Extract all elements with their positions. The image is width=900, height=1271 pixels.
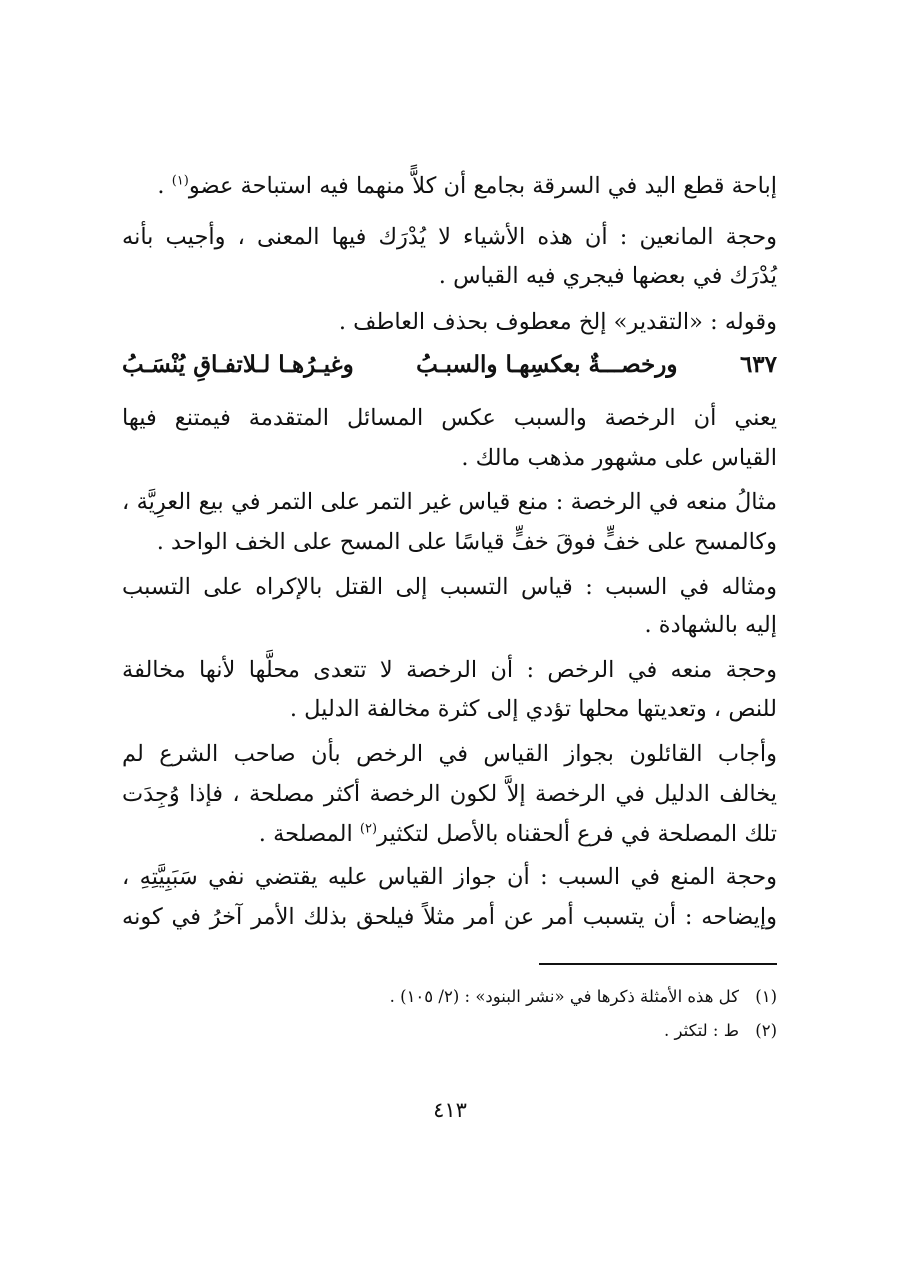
text-line-15: يخالف الدليل في الرخصة إلاَّ لكون الرخصة أكثر مصلحة ، فإذا وُجِدَت bbox=[122, 781, 777, 807]
text-line-18: وإيضاحه : أن يتسبب أمر عن أمر مثلاً فيلحق بذلك الأمر آخرُ في كونه bbox=[122, 904, 777, 930]
text-line-17: وحجة المنع في السبب : أن جواز القياس عليه يقتضي نفي سَبَبِيَّتِهِ ، bbox=[122, 864, 777, 890]
verse-line bbox=[122, 350, 777, 382]
text-line-10: ومثاله في السبب : قياس التسبب إلى القتل بالإكراه على التسبب bbox=[122, 574, 777, 600]
text-line-14: وأجاب القائلون بجواز القياس في الرخص بأن صاحب الشرع لم bbox=[122, 741, 777, 767]
text-line-16-body: تلك المصلحة في فرع ألحقناه بالأصل لتكثير bbox=[377, 821, 777, 847]
text-line-4: وقوله : «التقدير» إلخ معطوف بحذف العاطف . bbox=[338, 309, 777, 335]
text-line-11: إليه بالشهادة . bbox=[644, 612, 777, 638]
text-line-2: وحجة المانعين : أن هذه الأشياء لا يُدْرَك فيها المعنى ، وأجيب بأنه bbox=[122, 224, 777, 250]
footnote-1 bbox=[122, 986, 777, 1008]
text-line-12: وحجة منعه في الرخص : أن الرخصة لا تتعدى محلَّها لأنها مخالفة bbox=[122, 657, 777, 683]
text-line-16-tail: المصلحة . bbox=[258, 821, 360, 847]
text-line-1-body: إباحة قطع اليد في السرقة بجامع أن كلاًّ منهما فيه استباحة عضو bbox=[188, 173, 777, 199]
text-line-9: وكالمسح على خفٍّ فوقَ خفٍّ قياسًا على المسح على الخف الواحد . bbox=[156, 529, 777, 555]
verse-number: ٦٣٧ bbox=[739, 351, 777, 378]
footnote-separator bbox=[539, 963, 777, 965]
text-line-1-tail: . bbox=[157, 173, 172, 199]
footnote-marker-2: (٢) bbox=[359, 821, 378, 837]
text-line-8: مثالُ منعه في الرخصة : منع قياس غير التمر على التمر في بيع العرِيَّة ، bbox=[122, 489, 777, 515]
footnote-1-number: (١) bbox=[755, 987, 777, 1006]
verse-first-hemistich: ورخصـــةٌ بعكسِهـا والسبـبُ bbox=[416, 351, 678, 378]
text-line-6: يعني أن الرخصة والسبب عكس المسائل المتقدمة فيمتنع فيها bbox=[122, 405, 777, 431]
footnote-2-number: (٢) bbox=[755, 1021, 777, 1040]
text-line-13: للنص ، وتعديتها محلها تؤدي إلى كثرة مخالفة الدليل . bbox=[289, 696, 777, 722]
verse-second-hemistich: وغيـرُهـا لـلاتفـاقِ يُنْسَـبُ bbox=[122, 351, 354, 378]
text-line-7: القياس على مشهور مذهب مالك . bbox=[461, 445, 777, 471]
page-number: ٤١٣ bbox=[433, 1098, 467, 1122]
text-line-16 bbox=[122, 819, 777, 851]
footnote-marker-1: (١) bbox=[171, 173, 189, 189]
footnote-1-text: كل هذه الأمثلة ذكرها في «نشر البنود» : (٢/ ١٠٥) . bbox=[389, 987, 739, 1006]
footnote-2 bbox=[122, 1020, 777, 1042]
text-line-1 bbox=[122, 171, 777, 203]
footnote-2-text: ط : لتكثر . bbox=[664, 1021, 739, 1040]
text-line-3: يُدْرَك في بعضها فيجري فيه القياس . bbox=[438, 263, 777, 289]
